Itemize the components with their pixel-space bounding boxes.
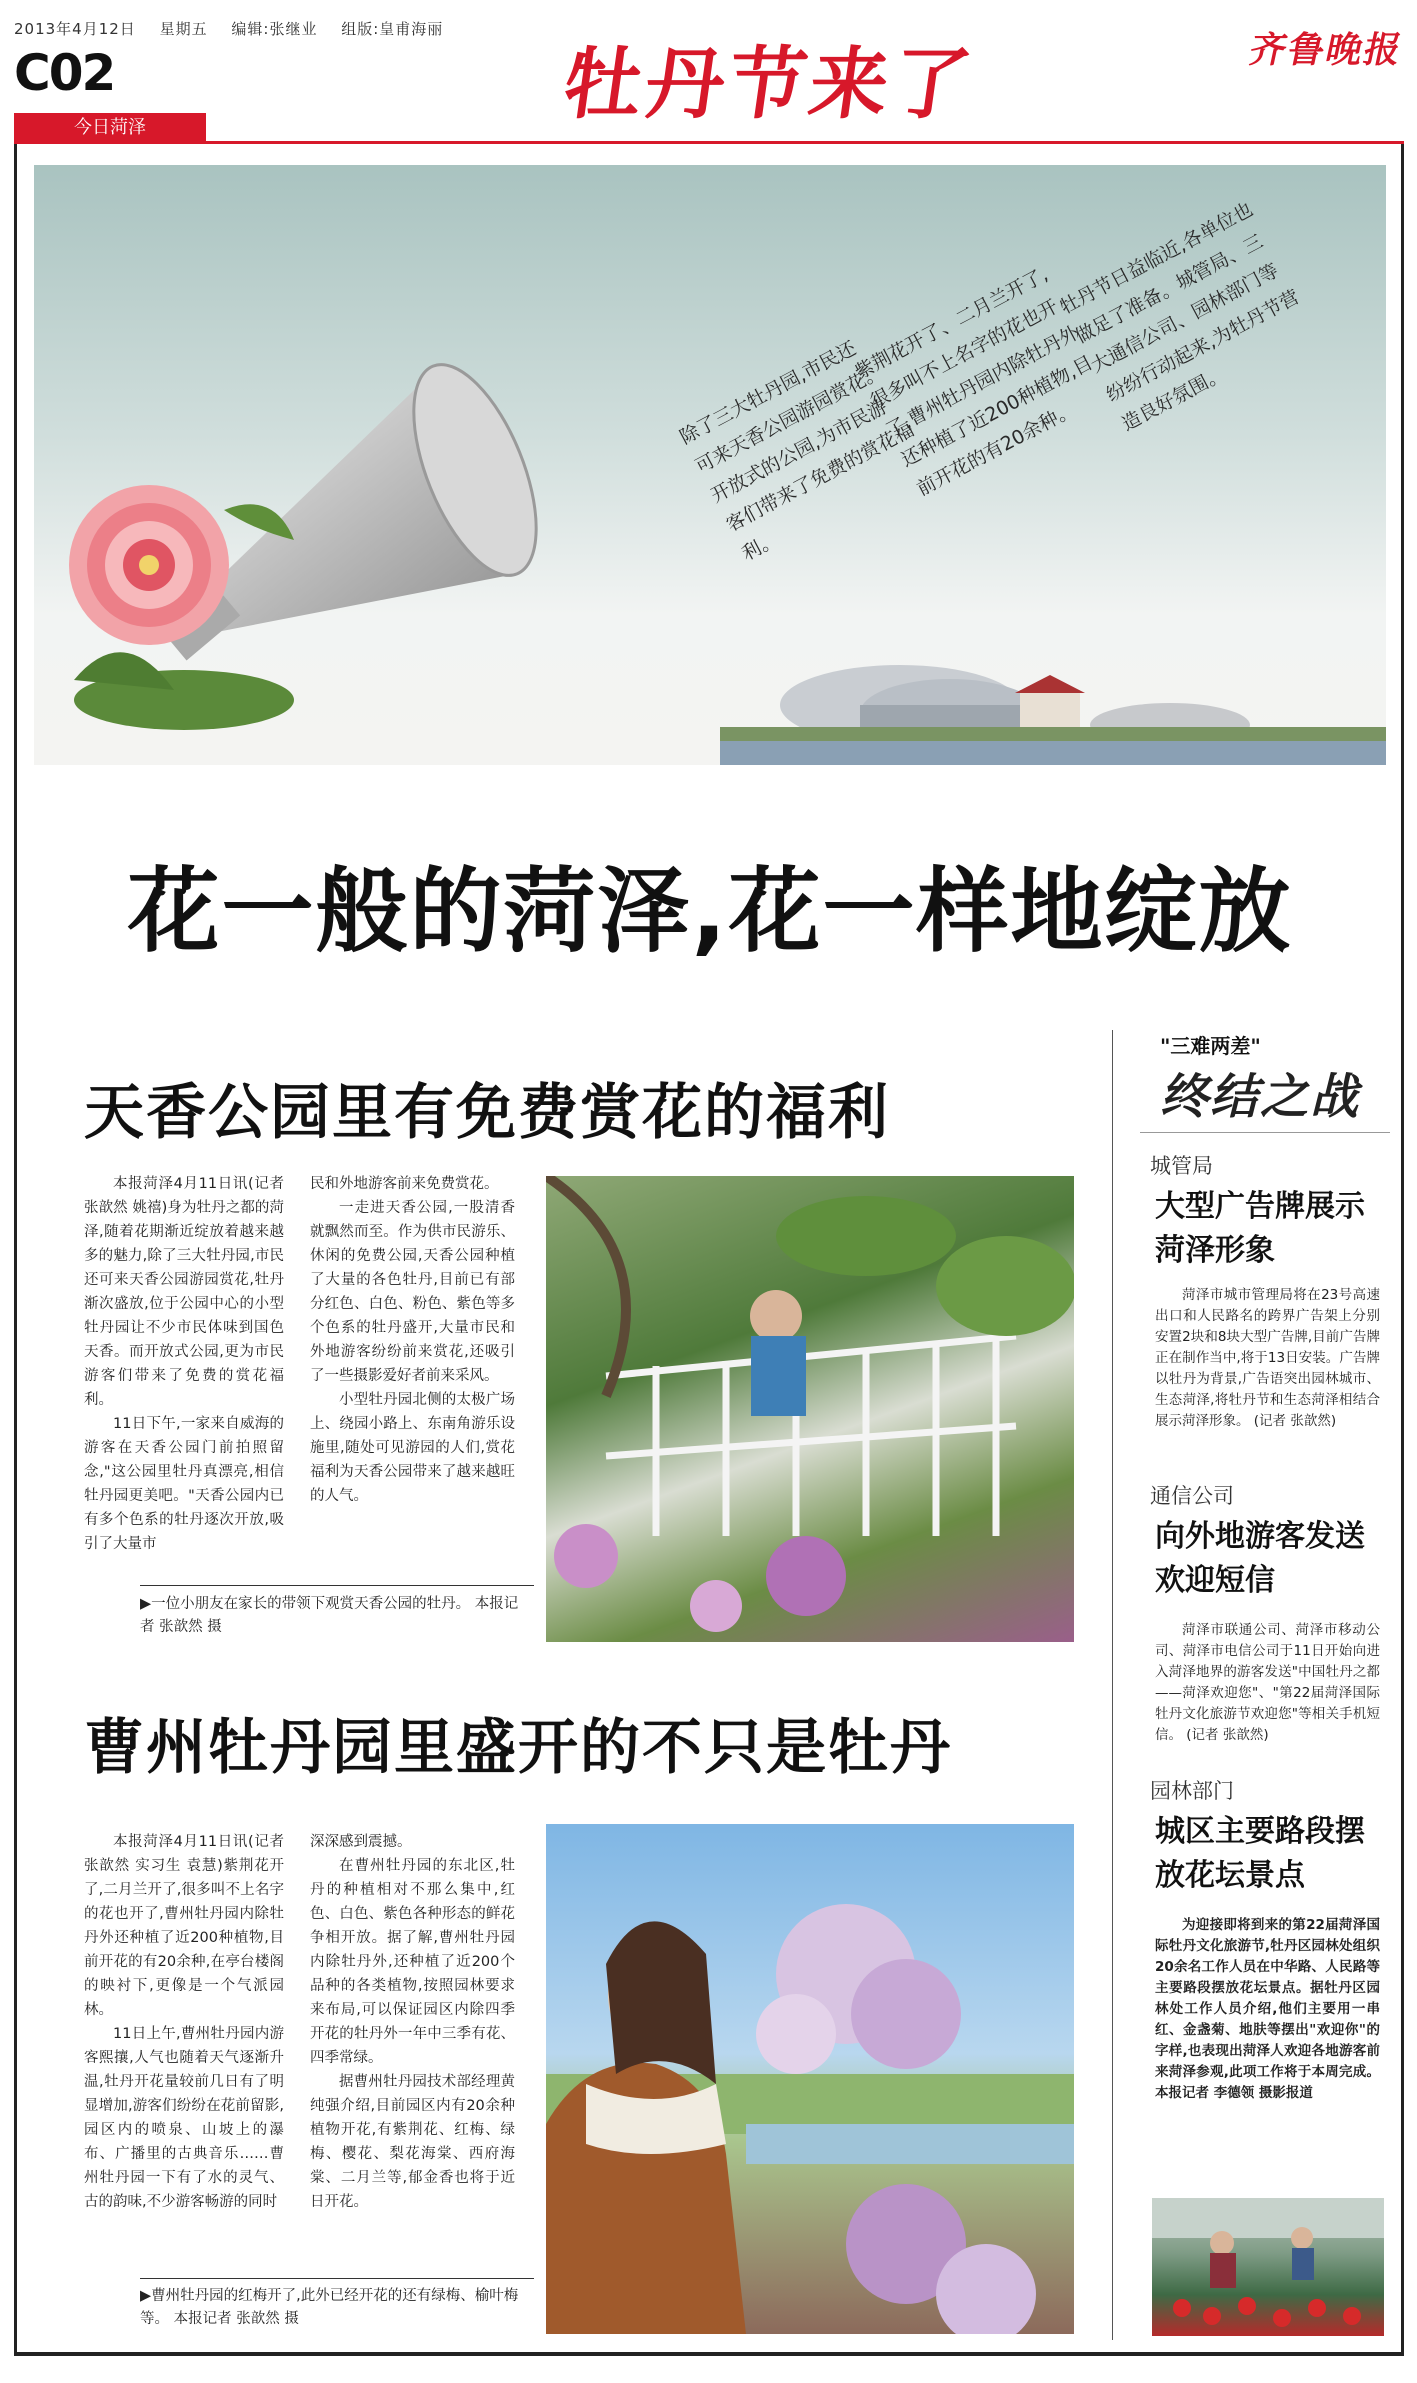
page-number: C02 (14, 44, 115, 102)
main-headline: 花一般的菏泽,花一样地绽放 (127, 858, 1293, 965)
article-1-title: 天香公园里有免费赏花的福利 (84, 1078, 890, 1148)
sidebar-item-body (1155, 1915, 1380, 2104)
paragraph: 为迎接即将到来的第22届菏泽国际牡丹文化旅游节,牡丹区园林处组织20余名工作人员在中华路、人民路等主要路段摆放花坛景点。据牡丹区园林处工作人员介绍,他们主要用一串红、金盏菊、地肤等摆出"欢迎你"的字样,也表现出菏泽人欢迎各地游客前来菏泽参观,此项工作将于本周完成。 本报记者 李德领 摄影报道 (1155, 1917, 1380, 2101)
issue-date: 2013年4月12日 (14, 20, 136, 38)
sidebar-item-dept: 城管局 (1150, 1154, 1213, 1178)
paragraph: 深深感到震撼。 (310, 1834, 412, 1850)
sidebar-item-headline: 大型广告牌展示菏泽形象 (1155, 1189, 1365, 1268)
paragraph: 民和外地游客前来免费赏花。 (310, 1176, 499, 1192)
sidebar-item-headline: 城区主要路段摆放花坛景点 (1155, 1814, 1365, 1893)
banner-title: 牡丹节来了 (557, 39, 981, 130)
photo-3-drawing (1152, 2198, 1384, 2336)
hero-text-3: 牡丹节日益临近,各单位也做足了准备。城管局、三大通信公司、园林部门等纷纷行动起来,为牡丹节营造良好氛围。 (1056, 198, 1304, 436)
paragraph: 小型牡丹园北侧的太极广场上、绕园小路上、东南角游乐设施里,随处可见游园的人们,赏花福利为天香公园带来了越来越旺的人气。 (310, 1392, 515, 1504)
paragraph: 在曹州牡丹园的东北区,牡丹的种植相对不那么集中,红色、白色、紫色各种形态的鲜花争相开放。据了解,曹州牡丹园内除牡丹外,还种植了近200个品种的各类植物,按照园林要求来布局,可以保证园区内除四季开花的牡丹外一年中三季有花、四季常绿。 (310, 1858, 515, 2066)
article-2-column-2 (310, 1830, 515, 2214)
paragraph: 11日下午,一家来自威海的游客在天香公园门前拍照留念,"这公园里牡丹真漂亮,相信牡丹园更美吧。"天香公园内已有多个色系的牡丹逐次开放,吸引了大量市 (84, 1416, 284, 1552)
sidebar-item-body (1155, 1285, 1380, 1432)
photo-2-caption: ▶曹州牡丹园的红梅开了,此外已经开花的还有绿梅、榆叶梅等。 本报记者 张歆然 摄 (140, 2288, 519, 2327)
sidebar-rule (1140, 1132, 1390, 1133)
photo-2-drawing (546, 1824, 1074, 2334)
layout-credit: 组版:皇甫海丽 (341, 20, 444, 38)
photo-woman-with-blossoms (546, 1824, 1074, 2334)
article-1-column-1 (84, 1172, 284, 1556)
photo-1-drawing (546, 1176, 1074, 1642)
paragraph: 据曹州牡丹园技术部经理黄纯强介绍,目前园区内有20余种植物开花,有紫荆花、红梅、绿梅、樱花、梨花海棠、西府海棠、二月兰等,郁金香也将于近日开花。 (310, 2074, 515, 2210)
footer-rule (14, 2352, 1404, 2356)
city-skyline (720, 635, 1386, 765)
paragraph: 菏泽市城市管理局将在23号高速出口和人民路名的跨界广告架上分别安置2块和8块大型广告牌,目前广告牌正在制作当中,将于13日安装。广告牌以牡丹为背景,广告语突出园林城市、生态菏泽,将牡丹节和生态菏泽相结合展示菏泽形象。 (记者 张歆然) (1155, 1287, 1380, 1429)
sidebar-title: 终结之战 (1160, 1069, 1361, 1125)
sidebar-item-dept: 通信公司 (1150, 1484, 1234, 1508)
section-tab[interactable]: 今日菏泽 (14, 113, 206, 143)
hero-text-1: 除了三大牡丹园,市民还可来天香公园游园赏花。开放式的公园,为市民游客们带来了免费的赏花福利。 (676, 337, 918, 566)
peony-illustration (34, 450, 314, 740)
article-2-title: 曹州牡丹园里盛开的不只是牡丹 (84, 1713, 952, 1783)
sidebar-item-body (1155, 1620, 1380, 1746)
masthead-meta (14, 18, 461, 39)
sidebar-divider (1112, 1030, 1113, 2340)
newspaper-name: 齐鲁晚报 (1245, 29, 1407, 71)
paragraph: 11日上午,曹州牡丹园内游客熙攘,人气也随着天气逐渐升温,牡丹开花量较前几日有了明显增加,游客们纷纷在花前留影,园区内的喷泉、山坡上的瀑布、广播里的古典音乐……曹州牡丹园一下有了水的灵气、古的韵味,不少游客畅游的同时 (84, 2026, 284, 2210)
hero-illustration (34, 165, 1386, 765)
paragraph: 一走进天香公园,一股清香就飘然而至。作为供市民游乐、休闲的免费公园,天香公园种植了大量的各色牡丹,目前已有部分红色、白色、粉色、紫色等多个色系的牡丹盛开,大量市民和外地游客纷纷前来赏花,还吸引了一些摄影爱好者前来采风。 (310, 1200, 515, 1384)
article-1-column-2 (310, 1172, 515, 1508)
paragraph: 本报菏泽4月11日讯(记者 张歆然 姚禧)身为牡丹之都的菏泽,随着花期渐近绽放着越来越多的魅力,除了三大牡丹园,市民还可来天香公园游园赏花,牡丹渐次盛放,位于公园中心的小型牡丹园让不少市民体味到国色天香。而开放式公园,更为市民游客们带来了免费的赏花福利。 (84, 1176, 284, 1408)
photo-child-viewing-peonies (546, 1176, 1074, 1642)
sidebar-item-dept: 园林部门 (1150, 1779, 1234, 1803)
editor-credit: 编辑:张继业 (231, 20, 318, 38)
sidebar-kicker: "三难两差" (1160, 1034, 1261, 1058)
article-2-column-1 (84, 1830, 284, 2214)
paragraph: 本报菏泽4月11日讯(记者 张歆然 实习生 袁慧)紫荆花开了,二月兰开了,很多叫不上名字的花也开了,曹州牡丹园内除牡丹外还种植了近200种植物,目前开花的有20余种,在亭台楼阁的映衬下,更像是一个气派园林。 (84, 1834, 284, 2018)
sidebar-item-headline: 向外地游客发送欢迎短信 (1155, 1519, 1365, 1598)
paragraph: 菏泽市联通公司、菏泽市移动公司、菏泽市电信公司于11日开始向进入菏泽地界的游客发送"中国牡丹之都——菏泽欢迎您"、"第22届菏泽国际牡丹文化旅游节欢迎您"等相关手机短信。 (记者 张歆然) (1155, 1622, 1380, 1743)
issue-weekday: 星期五 (159, 20, 208, 38)
photo-flower-beds (1152, 2198, 1384, 2336)
caption-rule (140, 1585, 534, 1586)
caption-rule (140, 2278, 534, 2279)
hero-text-2: 紫荆花开了、二月兰开了,很多叫不上名字的花也开了,曹州牡丹园内除牡丹外还种植了近200种植物,目前开花的有20余种。 (851, 263, 1097, 501)
photo-1-caption: ▶一位小朋友在家长的带领下观赏天香公园的牡丹。 本报记者 张歆然 摄 (140, 1596, 519, 1635)
